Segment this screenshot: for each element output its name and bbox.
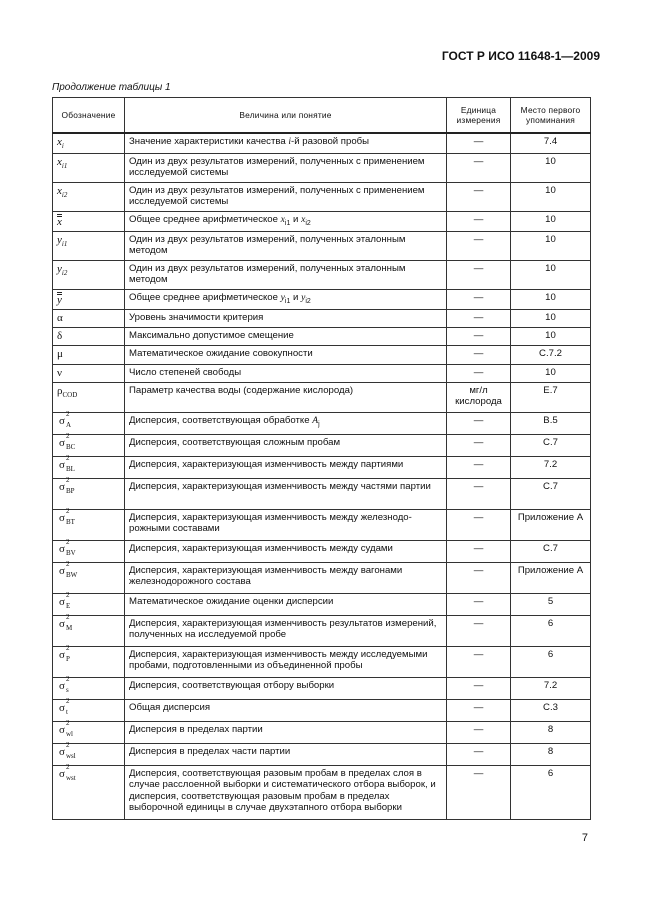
quantity-cell: Дисперсия, характеризующая изменчивость между железнодорожными составами	[125, 509, 447, 540]
symbol-cell: α	[53, 309, 125, 327]
reference-cell: 6	[511, 765, 591, 819]
symbol-cell: σ 2 $_P$	[53, 646, 125, 677]
symbol-cell: δ	[53, 328, 125, 346]
quantity-cell: Общее среднее арифметическое $y_{i1}$ и $y_{i2}$	[125, 289, 447, 309]
reference-cell: 10	[511, 309, 591, 327]
table-body	[53, 133, 591, 819]
symbol-cell: σ 2 $_{wl}$	[53, 721, 125, 743]
table-row	[53, 133, 591, 153]
table-header-row	[53, 98, 591, 134]
quantity-cell: Дисперсия в пределах партии	[125, 721, 447, 743]
quantity-cell: Дисперсия, соответствующая сложным пробам	[125, 434, 447, 456]
col-header-quantity: Величина или понятие	[125, 98, 447, 134]
symbol-cell: σ 2 $_{wsl}$	[53, 743, 125, 765]
table-caption: Продолжение таблицы 1	[52, 82, 171, 93]
table-row	[53, 182, 591, 211]
reference-cell: 7.2	[511, 677, 591, 699]
unit-cell: —	[447, 478, 511, 509]
symbol-cell: σ 2 $_{BP}$	[53, 478, 125, 509]
quantity-cell: Дисперсия, характеризующая изменчивость результатов измерений, полученных на исследуемой пробе	[125, 615, 447, 646]
quantity-cell: Математическое ожидание оценки дисперсии	[125, 593, 447, 615]
reference-cell: В.5	[511, 412, 591, 434]
symbol-cell: $y_{i2}$	[53, 260, 125, 289]
table-row	[53, 364, 591, 382]
symbol-cell: σ 2 $_{BV}$	[53, 540, 125, 562]
unit-cell: —	[447, 289, 511, 309]
symbol-cell: $x_{i1}$	[53, 153, 125, 182]
quantity-cell: Дисперсия, соответствующая разовым пробам в пределах слоя в случае расслоенной выборки и систематического отбора выборок, и дисперсия, соответствующая разовым пробам в пределах выборочной единицы в случае двухэтапного отбора выборки	[125, 765, 447, 819]
reference-cell: 10	[511, 328, 591, 346]
unit-cell: —	[447, 456, 511, 478]
symbol-cell: σ 2 $_A$	[53, 412, 125, 434]
unit-cell: —	[447, 309, 511, 327]
reference-cell: С.7.2	[511, 346, 591, 364]
table-row	[53, 721, 591, 743]
table-row	[53, 231, 591, 260]
reference-cell: 8	[511, 721, 591, 743]
table-row	[53, 593, 591, 615]
unit-cell: —	[447, 646, 511, 677]
reference-cell: Приложение А	[511, 562, 591, 593]
quantity-cell: Один из двух результатов измерений, полученных эталонным методом	[125, 231, 447, 260]
table-row	[53, 743, 591, 765]
symbol-cell: x	[53, 211, 125, 231]
quantity-cell: Дисперсия, характеризующая изменчивость между частями партии	[125, 478, 447, 509]
page-number: 7	[581, 832, 588, 844]
table-row	[53, 260, 591, 289]
reference-cell: 5	[511, 593, 591, 615]
reference-cell: 10	[511, 364, 591, 382]
symbol-cell: σ 2 $_s$	[53, 677, 125, 699]
table-row	[53, 412, 591, 434]
unit-cell: —	[447, 412, 511, 434]
quantity-cell: Дисперсия, соответствующая обработке $A_j$	[125, 412, 447, 434]
table-row	[53, 211, 591, 231]
unit-cell: —	[447, 364, 511, 382]
symbols-table	[52, 97, 591, 820]
reference-cell: Приложение А	[511, 509, 591, 540]
reference-cell: 7.4	[511, 133, 591, 153]
symbol-cell: ν	[53, 364, 125, 382]
table-row	[53, 309, 591, 327]
unit-cell: —	[447, 182, 511, 211]
unit-cell: мг/л кислорода	[447, 382, 511, 412]
quantity-cell: Дисперсия, характеризующая изменчивость между партиями	[125, 456, 447, 478]
unit-cell: —	[447, 346, 511, 364]
symbol-cell: $x_{i2}$	[53, 182, 125, 211]
table-row	[53, 478, 591, 509]
reference-cell: 7.2	[511, 456, 591, 478]
reference-cell: 6	[511, 615, 591, 646]
table-row	[53, 509, 591, 540]
unit-cell: —	[447, 743, 511, 765]
symbol-cell: σ 2 $_E$	[53, 593, 125, 615]
reference-cell: Е.7	[511, 382, 591, 412]
quantity-cell: Общее среднее арифметическое $x_{i1}$ и $x_{i2}$	[125, 211, 447, 231]
table-row	[53, 615, 591, 646]
quantity-cell: Число степеней свободы	[125, 364, 447, 382]
table-row	[53, 382, 591, 412]
symbol-cell: $\rho_{COD}$	[53, 382, 125, 412]
quantity-cell: Дисперсия в пределах части партии	[125, 743, 447, 765]
unit-cell: —	[447, 434, 511, 456]
unit-cell: —	[447, 231, 511, 260]
table-row	[53, 346, 591, 364]
unit-cell: —	[447, 133, 511, 153]
quantity-cell: Дисперсия, характеризующая изменчивость между судами	[125, 540, 447, 562]
symbol-cell: σ 2 $_t$	[53, 699, 125, 721]
quantity-cell: Математическое ожидание совокупности	[125, 346, 447, 364]
symbol-cell: σ 2 $_{BL}$	[53, 456, 125, 478]
quantity-cell: Дисперсия, характеризующая изменчивость между вагонами железнодорожного состава	[125, 562, 447, 593]
symbol-cell: $y_{i1}$	[53, 231, 125, 260]
quantity-cell: Общая дисперсия	[125, 699, 447, 721]
quantity-cell: Параметр качества воды (содержание кислорода)	[125, 382, 447, 412]
unit-cell: —	[447, 260, 511, 289]
unit-cell: —	[447, 699, 511, 721]
table-row	[53, 765, 591, 819]
unit-cell: —	[447, 328, 511, 346]
col-header-unit: Единица измерения	[447, 98, 511, 134]
quantity-cell: Один из двух результатов измерений, полученных с применением исследуемой системы	[125, 153, 447, 182]
quantity-cell: Уровень значимости критерия	[125, 309, 447, 327]
reference-cell: 8	[511, 743, 591, 765]
reference-cell: 10	[511, 289, 591, 309]
unit-cell: —	[447, 562, 511, 593]
table-row	[53, 677, 591, 699]
unit-cell: —	[447, 765, 511, 819]
table-row	[53, 540, 591, 562]
quantity-cell: Один из двух результатов измерений, полученных с применением исследуемой системы	[125, 182, 447, 211]
symbol-cell: μ	[53, 346, 125, 364]
reference-cell: 10	[511, 260, 591, 289]
table-row	[53, 699, 591, 721]
reference-cell: С.7	[511, 478, 591, 509]
reference-cell: 10	[511, 153, 591, 182]
reference-cell: 10	[511, 231, 591, 260]
symbol-cell: $x_i$	[53, 133, 125, 153]
symbol-cell: σ 2 $_{BT}$	[53, 509, 125, 540]
reference-cell: С.7	[511, 540, 591, 562]
table-row	[53, 646, 591, 677]
document-header: ГОСТ Р ИСО 11648-1—2009	[441, 49, 600, 63]
quantity-cell: Максимально допустимое смещение	[125, 328, 447, 346]
unit-cell: —	[447, 153, 511, 182]
table-row	[53, 153, 591, 182]
unit-cell: —	[447, 721, 511, 743]
unit-cell: —	[447, 593, 511, 615]
symbol-cell: σ 2 $_{BW}$	[53, 562, 125, 593]
reference-cell: С.3	[511, 699, 591, 721]
table-row	[53, 328, 591, 346]
col-header-symbol: Обозначение	[53, 98, 125, 134]
table-row	[53, 562, 591, 593]
symbol-cell: σ 2 $_{wst}$	[53, 765, 125, 819]
table-row	[53, 289, 591, 309]
table-row	[53, 456, 591, 478]
quantity-cell: Значение характеристики качества i-й разовой пробы	[125, 133, 447, 153]
unit-cell: —	[447, 540, 511, 562]
reference-cell: С.7	[511, 434, 591, 456]
unit-cell: —	[447, 509, 511, 540]
unit-cell: —	[447, 615, 511, 646]
col-header-reference: Место первого упоминания	[511, 98, 591, 134]
reference-cell: 6	[511, 646, 591, 677]
table-row	[53, 434, 591, 456]
quantity-cell: Дисперсия, соответствующая отбору выборки	[125, 677, 447, 699]
unit-cell: —	[447, 677, 511, 699]
symbol-cell: σ 2 $_{BC}$	[53, 434, 125, 456]
symbol-cell: σ 2 $_M$	[53, 615, 125, 646]
reference-cell: 10	[511, 182, 591, 211]
quantity-cell: Один из двух результатов измерений, полученных эталонным методом	[125, 260, 447, 289]
unit-cell: —	[447, 211, 511, 231]
reference-cell: 10	[511, 211, 591, 231]
symbol-cell: y	[53, 289, 125, 309]
quantity-cell: Дисперсия, характеризующая изменчивость между исследуемыми пробами, подготовленными из объединенной пробы	[125, 646, 447, 677]
